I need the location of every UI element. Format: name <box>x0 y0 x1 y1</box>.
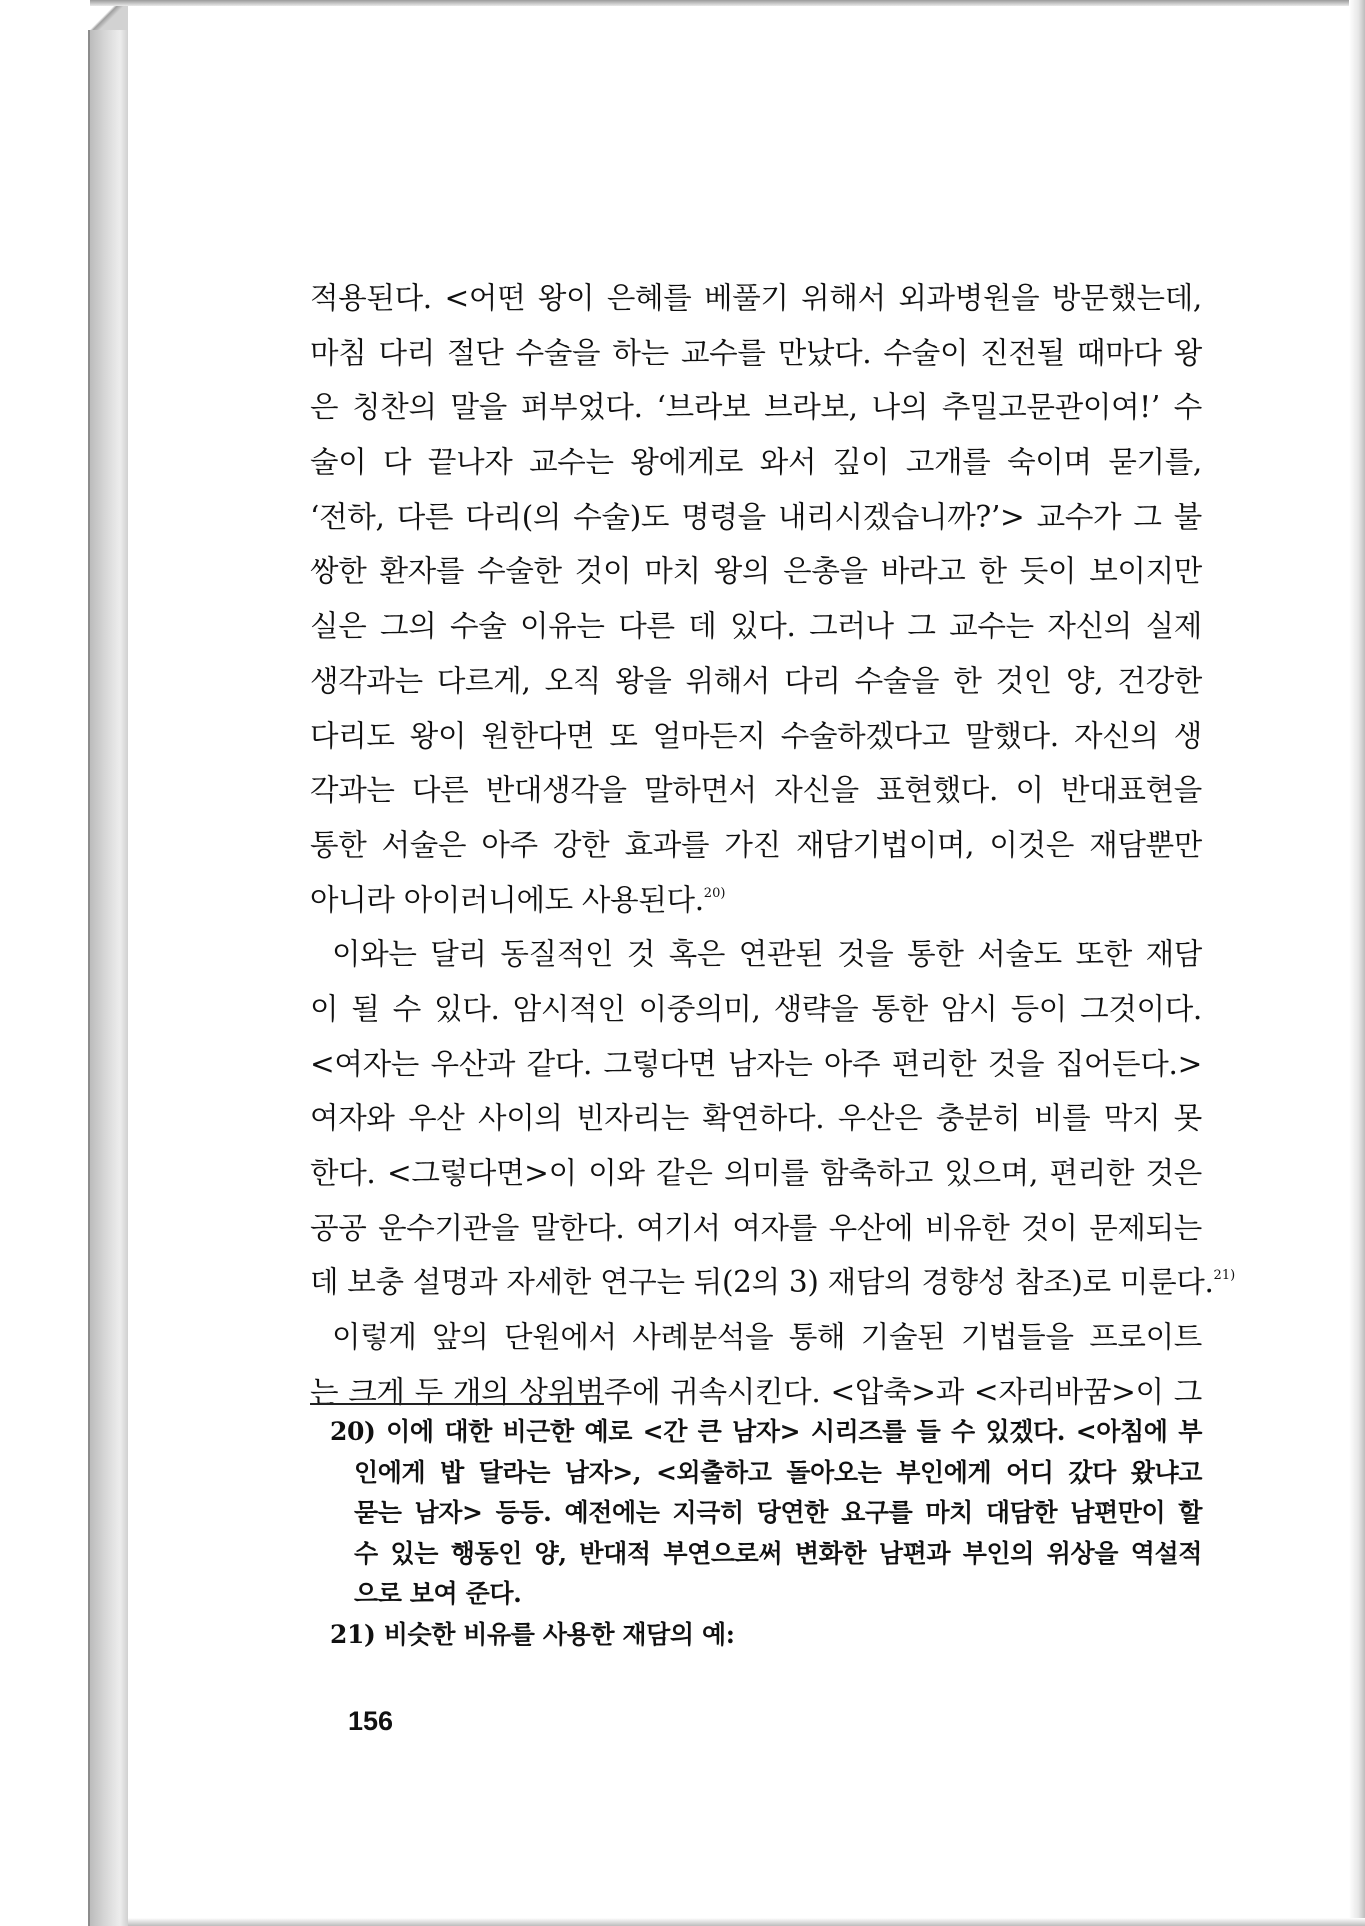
body-text <box>310 276 1236 1424</box>
body-line: 통한 서술은 아주 강한 효과를 가진 재담기법이며, 이것은 재담뿐만 <box>310 827 1202 862</box>
body-line: 생각과는 다르게, 오직 왕을 위해서 다리 수술을 한 것인 양, 건강한 <box>310 663 1202 698</box>
book-page <box>128 6 1349 1918</box>
footnote-line: 20) 이에 대한 비근한 예로 <간 큰 남자> 시리즈를 들 수 있겠다. <아침에 부 <box>330 1417 1202 1446</box>
body-line: 은 칭찬의 말을 퍼부었다. ‘브라보 브라보, 나의 추밀고문관이여!’ 수 <box>310 390 1202 425</box>
body-line: 여자와 우산 사이의 빈자리는 확연하다. 우산은 충분히 비를 막지 못 <box>310 1101 1202 1136</box>
body-line: 마침 다리 절단 수술을 하는 교수를 만났다. 수술이 진전될 때마다 왕 <box>310 335 1202 370</box>
body-line: 쌍한 환자를 수술한 것이 마치 왕의 은총을 바라고 한 듯이 보이지만 <box>310 554 1202 589</box>
body-line: 이 될 수 있다. 암시적인 이중의미, 생략을 통한 암시 등이 그것이다. <box>310 991 1202 1026</box>
body-line: 이렇게 앞의 단원에서 사례분석을 통해 기술된 기법들을 프로이트 <box>332 1320 1202 1355</box>
footnote-ref-21: 21) <box>1213 1268 1236 1284</box>
body-line: 적용된다. <어떤 왕이 은혜를 베풀기 위해서 외과병원을 방문했는데, <box>310 281 1202 315</box>
body-line: 다리도 왕이 원한다면 또 얼마든지 수술하겠다고 말했다. 자신의 생 <box>310 718 1202 753</box>
footnote-line: 으로 보여 준다. <box>354 1579 522 1608</box>
body-line: 각과는 다른 반대생각을 말하면서 자신을 표현했다. 이 반대표현을 <box>310 773 1202 808</box>
footnote-divider <box>310 1403 604 1405</box>
footnote-ref-20: 20) <box>703 885 726 901</box>
body-line-text: 데 보충 설명과 자세한 연구는 뒤(2의 3) 재담의 경향성 참조)로 미룬다. <box>310 1265 1214 1300</box>
footnote-line: 묻는 남자> 등등. 예전에는 지극히 당연한 요구를 마치 대담한 남편만이 할 <box>354 1498 1202 1527</box>
book-bottom-edge <box>128 1918 1365 1926</box>
page-number: 156 <box>348 1706 394 1736</box>
body-line-text: 아니라 아이러니에도 사용된다. <box>310 882 704 917</box>
body-line: 이와는 달리 동질적인 것 혹은 연관된 것을 통한 서술도 또한 재담 <box>332 937 1202 972</box>
body-line-with-footnote <box>310 878 1202 922</box>
footnote-line: 수 있는 행동인 양, 반대적 부연으로써 변화한 남편과 부인의 위상을 역설적 <box>354 1538 1202 1568</box>
footnote-line: 인에게 밥 달라는 남자>, <외출하고 돌아오는 부인에게 어디 갔다 왔냐고 <box>354 1457 1202 1487</box>
book-right-edge <box>1349 0 1365 1926</box>
body-line: 한다. <그렇다면>이 이와 같은 의미를 함축하고 있으며, 편리한 것은 <box>310 1156 1202 1190</box>
body-line: ‘전하, 다른 다리(의 수술)도 명령을 내리시겠습니까?’> 교수가 그 불 <box>310 499 1202 534</box>
body-line: <여자는 우산과 같다. 그렇다면 남자는 아주 편리한 것을 집어든다.> <box>310 1046 1202 1081</box>
footnote-line: 21) 비슷한 비유를 사용한 재담의 예: <box>330 1619 735 1649</box>
body-line: 술이 다 끝나자 교수는 왕에게로 와서 깊이 고개를 숙이며 묻기를, <box>310 445 1202 480</box>
body-line: 는 크게 두 개의 상위범주에 귀속시킨다. <압축>과 <자리바꿈>이 그 <box>310 1374 1202 1409</box>
book-spine-edge <box>88 0 130 1926</box>
body-line-with-footnote <box>310 1260 1236 1304</box>
footnotes <box>330 1414 1202 1657</box>
body-line: 실은 그의 수술 이유는 다른 데 있다. 그러나 그 교수는 자신의 실제 <box>310 609 1202 644</box>
body-line: 공공 운수기관을 말한다. 여기서 여자를 우산에 비유한 것이 문제되는 <box>310 1210 1202 1245</box>
